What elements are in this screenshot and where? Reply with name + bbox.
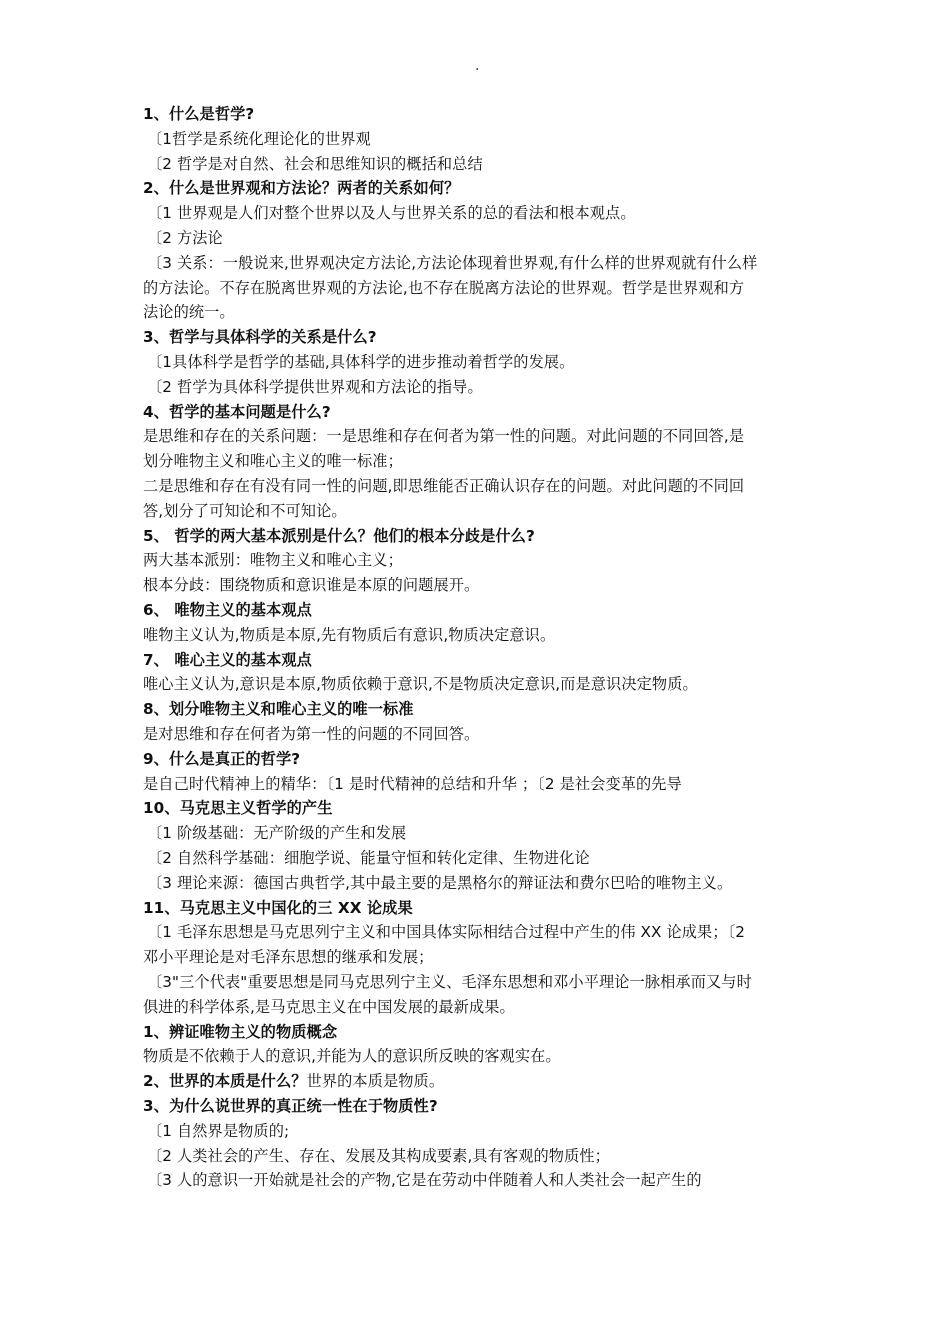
line-text: 9、什么是真正的哲学? (143, 749, 301, 768)
answer-line (143, 946, 433, 968)
line-text: 10、马克思主义哲学的产生 (143, 799, 333, 818)
answer-line (143, 624, 555, 646)
line-text: 的方法论。不存在脱离世界观的方法论,也不存在脱离方法论的世界观。哲学是世界观和方 (143, 278, 745, 297)
line-text: 8、划分唯物主义和唯心主义的唯一标准 (143, 700, 414, 719)
question-heading (143, 797, 333, 819)
question-heading (143, 525, 535, 547)
line-text: 〔2 方法论 (147, 229, 223, 247)
question-heading (143, 698, 414, 720)
line-text: 是自己时代精神上的精华：〔1 是时代精神的总结和升华 ；〔2 是社会变革的先导 (143, 774, 682, 793)
line-text: 〔2 哲学为具体科学提供世界观和方法论的指导。 (147, 377, 483, 396)
answer-line (147, 921, 745, 943)
line-text: 6、 唯物主义的基本观点 (143, 601, 312, 619)
question-heading (143, 748, 300, 770)
line-text: 〔3 关系：一般说来,世界观决定方法论,方法论体现着世界观,有什么样的世界观就有什么样 (147, 253, 758, 272)
answer-line (143, 277, 744, 299)
question-heading (143, 1070, 444, 1092)
line-text: 〔1哲学是系统化理论化的世界观 (147, 129, 371, 148)
question-heading (143, 401, 331, 423)
answer-line (147, 252, 757, 274)
answer-line (147, 1145, 610, 1167)
line-text: 〔3 人的意识一开始就是社会的产物,它是在劳动中伴随着人和人类社会一起产生的 (147, 1171, 702, 1190)
line-text: 是对思维和存在何者为第一性的问题的不同回答。 (143, 725, 480, 743)
answer-line (143, 574, 479, 596)
answer-line (143, 450, 403, 472)
line-text: 俱进的科学体系,是马克思主义在中国发展的最新成果。 (143, 997, 515, 1016)
line-text: 〔1 毛泽东思想是马克思列宁主义和中国具体实际相结合过程中产生的伟 XX 论成果；〔2 (147, 923, 746, 942)
line-text: 〔1 世界观是人们对整个世界以及人与世界关系的总的看法和根本观点。 (147, 204, 636, 223)
answer-line (147, 1169, 702, 1191)
answer-line (147, 351, 574, 373)
question-heading (143, 599, 312, 621)
answer-line (147, 128, 371, 150)
answer-line (143, 723, 479, 745)
question-heading (143, 1095, 438, 1117)
line-text: 是思维和存在的关系问题：一是思维和存在何者为第一性的问题。对此问题的不同回答,是 (143, 427, 745, 446)
line-answer-inline: 世界的本质是物质。 (306, 1072, 445, 1091)
answer-line (143, 301, 235, 323)
line-text: 划分唯物主义和唯心主义的唯一标准； (143, 452, 403, 471)
line-text: 两大基本派别：唯物主义和唯心主义； (143, 551, 403, 570)
line-text: 二是思维和存在有没有同一性的问题,即思维能否正确认识存在的问题。对此问题的不同回 (143, 477, 745, 495)
line-text: 〔1具体科学是哲学的基础,具体科学的进步推动着哲学的发展。 (147, 353, 575, 371)
line-text: 〔3"三个代表"重要思想是同马克思列宁主义、毛泽东思想和邓小平理论一脉相承而又与时 (147, 973, 752, 991)
line-text: 物质是不依赖于人的意识,并能为人的意识所反映的客观实在。 (143, 1047, 561, 1066)
line-text: 2、什么是世界观和方法论？两者的关系如何？ (143, 179, 460, 198)
line-text: 〔3 理论来源：德国古典哲学,其中最主要的是黑格尔的辩证法和费尔巴哈的唯物主义。 (147, 873, 733, 892)
line-text: 1、什么是哲学? (143, 105, 255, 123)
answer-line (143, 996, 515, 1018)
line-text: 2、世界的本质是什么？ (143, 1072, 307, 1091)
line-text: 3、哲学与具体科学的关系是什么? (143, 328, 377, 347)
line-text: 法论的统一。 (143, 303, 235, 322)
line-text: 答,划分了可知论和不可知论。 (143, 501, 347, 520)
answer-line (147, 202, 636, 224)
answer-line (143, 475, 744, 497)
line-text: 〔2 人类社会的产生、存在、发展及其构成要素,具有客观的物质性； (147, 1146, 610, 1165)
line-text: 根本分歧：围绕物质和意识谁是本原的问题展开。 (143, 576, 480, 595)
line-text: 1、辨证唯物主义的物质概念 (143, 1022, 338, 1041)
line-text: 5、 哲学的两大基本派别是什么？他们的根本分歧是什么? (143, 526, 535, 545)
line-text: 3、为什么说世界的真正统一性在于物质性? (143, 1097, 438, 1115)
question-heading (143, 1021, 337, 1043)
question-heading (143, 326, 377, 348)
answer-line (143, 549, 403, 571)
answer-line (143, 773, 682, 795)
line-text: 〔1 自然界是物质的; (147, 1121, 290, 1140)
answer-line (147, 376, 483, 398)
answer-line (147, 1120, 289, 1142)
line-text: 4、哲学的基本问题是什么? (143, 402, 331, 421)
line-text: 〔2 自然科学基础：细胞学说、能量守恒和转化定律、生物进化论 (147, 849, 590, 867)
question-heading (143, 897, 413, 919)
answer-line (147, 971, 752, 993)
line-text: 〔2 哲学是对自然、社会和思维知识的概括和总结 (147, 154, 483, 173)
answer-line (147, 227, 223, 249)
answer-line (143, 673, 698, 695)
answer-line (143, 500, 347, 522)
answer-line (147, 872, 732, 894)
question-heading (143, 177, 459, 199)
answer-line (147, 822, 406, 844)
line-text: 邓小平理论是对毛泽东思想的继承和发展； (143, 948, 434, 967)
answer-line (147, 153, 483, 175)
line-text: 〔1 阶级基础：无产阶级的产生和发展 (147, 824, 407, 843)
answer-line (143, 1045, 561, 1067)
answer-line (147, 847, 590, 869)
line-text: 7、 唯心主义的基本观点 (143, 650, 312, 669)
line-text: 11、马克思主义中国化的三 XX 论成果 (143, 898, 413, 917)
question-heading (143, 103, 254, 125)
page-header-mark: . (475, 58, 480, 74)
line-text: 唯物主义认为,物质是本原,先有物质后有意识,物质决定意识。 (143, 625, 556, 644)
answer-line (143, 425, 744, 447)
question-heading (143, 649, 312, 671)
line-text: 唯心主义认为,意识是本原,物质依赖于意识,不是物质决定意识,而是意识决定物质。 (143, 675, 698, 694)
